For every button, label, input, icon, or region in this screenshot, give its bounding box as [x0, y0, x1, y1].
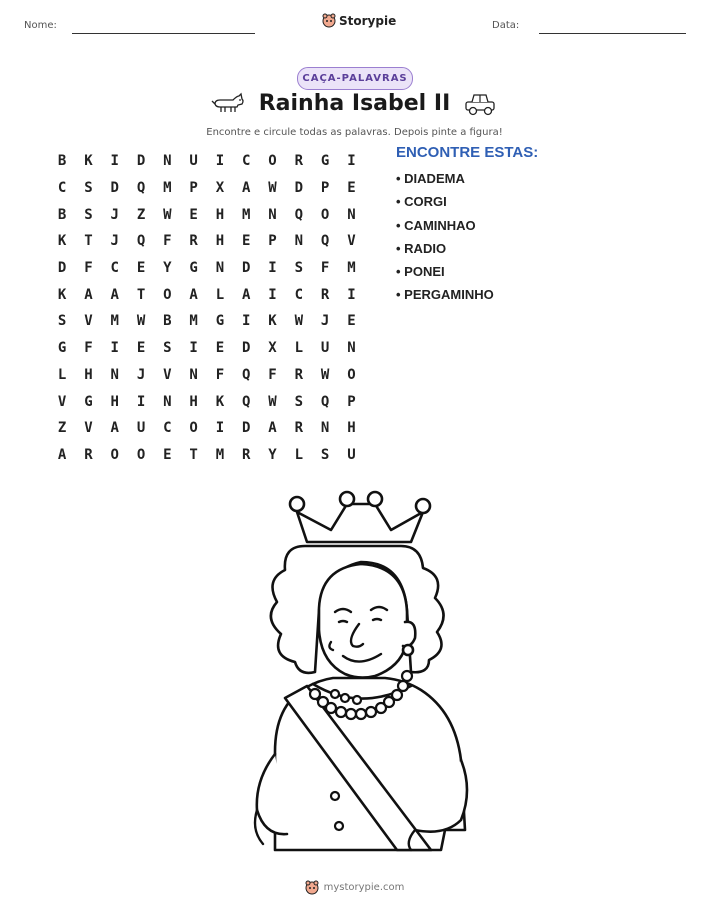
grid-letter[interactable]: H [215, 233, 225, 250]
grid-letter[interactable]: N [163, 393, 172, 410]
word-item: • DIADEMA [396, 171, 465, 186]
grid-letter[interactable]: W [268, 393, 277, 410]
grid-letter[interactable]: K [215, 393, 225, 410]
grid-letter[interactable]: Q [320, 393, 330, 410]
grid-letter[interactable]: O [320, 206, 330, 223]
grid-letter[interactable]: O [347, 366, 356, 383]
grid-letter[interactable]: U [136, 420, 146, 437]
grid-letter[interactable]: S [84, 206, 93, 223]
grid-letter[interactable]: V [163, 366, 172, 383]
grid-letter[interactable]: A [242, 180, 251, 197]
grid-letter[interactable]: H [110, 393, 119, 410]
grid-letter[interactable]: A [189, 286, 198, 303]
grid-letter[interactable]: I [268, 286, 277, 303]
grid-row [49, 335, 365, 362]
grid-letter[interactable]: M [347, 260, 356, 277]
grid-letter[interactable]: L [57, 366, 67, 383]
grid-letter[interactable]: O [163, 286, 172, 303]
queen-coloring-illustration [235, 490, 475, 860]
grid-letter[interactable]: V [347, 233, 356, 250]
grid-letter[interactable]: N [215, 260, 225, 277]
grid-letter[interactable]: D [110, 180, 119, 197]
grid-letter[interactable]: G [84, 393, 93, 410]
grid-letter[interactable]: S [294, 260, 304, 277]
grid-letter[interactable]: A [268, 420, 277, 437]
date-line [539, 33, 686, 34]
word-item: • CORGI [396, 194, 447, 210]
grid-letter[interactable]: R [294, 153, 304, 170]
grid-letter[interactable]: P [347, 393, 356, 410]
grid-letter[interactable]: W [294, 313, 304, 330]
grid-letter[interactable]: C [294, 286, 304, 303]
word-item: • CAMINHAO [396, 217, 476, 233]
grid-letter[interactable]: W [163, 206, 172, 223]
grid-letter[interactable]: Y [268, 446, 277, 463]
grid-letter[interactable]: F [84, 340, 93, 357]
grid-letter[interactable]: F [320, 260, 330, 277]
grid-letter[interactable]: N [163, 153, 172, 170]
grid-letter[interactable]: V [84, 313, 93, 330]
grid-row [49, 388, 365, 415]
word-item: • RADIO [396, 240, 447, 256]
grid-letter[interactable]: F [268, 366, 277, 383]
grid-row [49, 148, 365, 175]
brand-name: Storypie [339, 13, 397, 28]
grid-letter[interactable]: S [84, 180, 93, 197]
storypie-mascot-icon [305, 880, 319, 895]
grid-letter[interactable]: C [110, 260, 119, 277]
grid-letter[interactable]: I [268, 260, 277, 277]
grid-letter[interactable]: D [57, 260, 67, 277]
grid-letter[interactable]: C [57, 180, 67, 197]
grid-letter[interactable]: U [347, 446, 356, 463]
grid-letter[interactable]: T [136, 286, 146, 303]
grid-letter[interactable]: J [136, 366, 146, 383]
word-item: • PERGAMINHO [396, 287, 494, 303]
grid-row [49, 281, 365, 308]
grid-letter[interactable]: E [189, 206, 198, 223]
grid-letter[interactable]: Q [242, 393, 251, 410]
grid-letter[interactable]: W [136, 313, 146, 330]
word-item: • PONEI [396, 264, 445, 280]
grid-letter[interactable]: J [320, 313, 330, 330]
grid-letter[interactable]: Q [136, 233, 146, 250]
grid-letter[interactable]: I [347, 286, 356, 303]
grid-letter[interactable]: R [294, 420, 304, 437]
grid-row [49, 228, 365, 255]
grid-row [49, 255, 365, 282]
grid-letter[interactable]: O [268, 153, 277, 170]
grid-letter[interactable]: H [215, 206, 225, 223]
grid-letter[interactable]: O [136, 446, 146, 463]
grid-letter[interactable]: A [57, 446, 67, 463]
grid-letter[interactable]: G [57, 340, 67, 357]
name-label: Nome: [24, 20, 57, 31]
grid-letter[interactable]: R [294, 366, 304, 383]
grid-letter[interactable]: E [215, 340, 225, 357]
grid-letter[interactable]: X [215, 180, 225, 197]
grid-letter[interactable]: N [110, 366, 119, 383]
word-list [396, 144, 538, 311]
grid-letter[interactable]: F [163, 233, 172, 250]
grid-row [49, 308, 365, 335]
grid-letter[interactable]: W [268, 180, 277, 197]
grid-letter[interactable]: B [57, 206, 67, 223]
grid-letter[interactable]: Q [294, 206, 304, 223]
grid-letter[interactable]: D [136, 153, 146, 170]
grid-letter[interactable]: V [57, 393, 67, 410]
grid-letter[interactable]: F [84, 260, 93, 277]
grid-letter[interactable]: I [215, 153, 225, 170]
grid-letter[interactable]: N [189, 366, 198, 383]
grid-letter[interactable]: C [242, 153, 251, 170]
grid-letter[interactable]: D [242, 260, 251, 277]
footer-url: mystorypie.com [323, 882, 405, 893]
storypie-mascot-icon [322, 13, 336, 28]
grid-letter[interactable]: T [189, 446, 198, 463]
grid-letter[interactable]: N [294, 233, 304, 250]
grid-letter[interactable]: L [294, 446, 304, 463]
grid-letter[interactable]: J [110, 206, 119, 223]
grid-letter[interactable]: R [189, 233, 198, 250]
grid-letter[interactable]: I [110, 153, 119, 170]
grid-letter[interactable]: E [163, 446, 172, 463]
corgi-dog-icon [211, 92, 245, 116]
grid-letter[interactable]: B [163, 313, 172, 330]
grid-letter[interactable]: S [163, 340, 172, 357]
grid-letter[interactable]: E [136, 260, 146, 277]
grid-letter[interactable]: G [189, 260, 198, 277]
grid-letter[interactable]: O [189, 420, 198, 437]
grid-letter[interactable]: L [215, 286, 225, 303]
grid-letter[interactable]: I [110, 340, 119, 357]
grid-letter[interactable]: Q [136, 180, 146, 197]
grid-letter[interactable]: H [189, 393, 198, 410]
grid-letter[interactable]: M [163, 180, 172, 197]
grid-letter[interactable]: I [136, 393, 146, 410]
grid-letter[interactable]: I [242, 313, 251, 330]
grid-letter[interactable]: X [268, 340, 277, 357]
grid-letter[interactable]: H [84, 366, 93, 383]
grid-letter[interactable]: Q [320, 233, 330, 250]
grid-letter[interactable]: R [320, 286, 330, 303]
grid-letter[interactable]: S [320, 446, 330, 463]
grid-letter[interactable]: Y [163, 260, 172, 277]
grid-letter[interactable]: D [294, 180, 304, 197]
title-row [0, 91, 709, 116]
grid-letter[interactable]: G [320, 153, 330, 170]
grid-letter[interactable]: Z [57, 420, 67, 437]
grid-letter[interactable]: R [242, 446, 251, 463]
grid-letter[interactable]: Q [242, 366, 251, 383]
grid-letter[interactable]: M [242, 206, 251, 223]
grid-letter[interactable]: D [242, 340, 251, 357]
grid-letter[interactable]: V [84, 420, 93, 437]
grid-letter[interactable]: N [347, 206, 356, 223]
grid-letter[interactable]: A [110, 420, 119, 437]
instructions: Encontre e circule todas as palavras. Depois pinte a figura! [206, 127, 503, 138]
grid-letter[interactable]: W [320, 366, 330, 383]
grid-letter[interactable]: K [268, 313, 277, 330]
jeep-vehicle-icon [464, 92, 498, 116]
grid-letter[interactable]: I [215, 420, 225, 437]
grid-letter[interactable]: N [268, 206, 277, 223]
grid-letter[interactable]: G [215, 313, 225, 330]
grid-row [49, 362, 365, 389]
grid-letter[interactable]: T [84, 233, 93, 250]
grid-letter[interactable]: I [189, 340, 198, 357]
page-title: Rainha Isabel II [258, 91, 451, 116]
grid-letter[interactable]: P [268, 233, 277, 250]
grid-letter[interactable]: U [189, 153, 198, 170]
grid-letter[interactable]: A [84, 286, 93, 303]
grid-letter[interactable]: M [110, 313, 119, 330]
grid-letter[interactable]: A [110, 286, 119, 303]
grid-letter[interactable]: Z [136, 206, 146, 223]
grid-letter[interactable]: P [189, 180, 198, 197]
grid-letter[interactable]: H [347, 420, 356, 437]
grid-row [49, 415, 365, 442]
grid-letter[interactable]: N [347, 340, 356, 357]
grid-letter[interactable]: M [189, 313, 198, 330]
grid-letter[interactable]: F [215, 366, 225, 383]
grid-letter[interactable]: D [242, 420, 251, 437]
grid-letter[interactable]: E [347, 313, 356, 330]
brand-logo [322, 13, 396, 28]
grid-row [49, 201, 365, 228]
grid-letter[interactable]: N [320, 420, 330, 437]
grid-letter[interactable]: I [347, 153, 356, 170]
grid-letter[interactable]: E [136, 340, 146, 357]
grid-letter[interactable]: S [294, 393, 304, 410]
word-list-heading: ENCONTRE ESTAS: [396, 144, 539, 161]
grid-letter[interactable]: K [57, 286, 67, 303]
grid-letter[interactable]: B [57, 153, 67, 170]
grid-row [49, 442, 365, 469]
grid-letter[interactable]: R [84, 446, 93, 463]
grid-letter[interactable]: U [320, 340, 330, 357]
grid-letter[interactable]: P [320, 180, 330, 197]
grid-letter[interactable]: E [242, 233, 251, 250]
grid-letter[interactable]: S [57, 313, 67, 330]
name-line [72, 33, 255, 34]
crown-icon [297, 504, 423, 542]
grid-letter[interactable]: A [242, 286, 251, 303]
word-search-grid [49, 148, 365, 468]
grid-letter[interactable]: K [57, 233, 67, 250]
date-label: Data: [492, 20, 520, 31]
grid-letter[interactable]: E [347, 180, 356, 197]
grid-letter[interactable]: J [110, 233, 119, 250]
footer [0, 880, 709, 895]
grid-letter[interactable]: O [110, 446, 119, 463]
grid-letter[interactable]: K [84, 153, 93, 170]
activity-badge: CAÇA-PALAVRAS [297, 67, 413, 90]
grid-letter[interactable]: L [294, 340, 304, 357]
grid-letter[interactable]: C [163, 420, 172, 437]
grid-row [49, 175, 365, 202]
grid-letter[interactable]: M [215, 446, 225, 463]
